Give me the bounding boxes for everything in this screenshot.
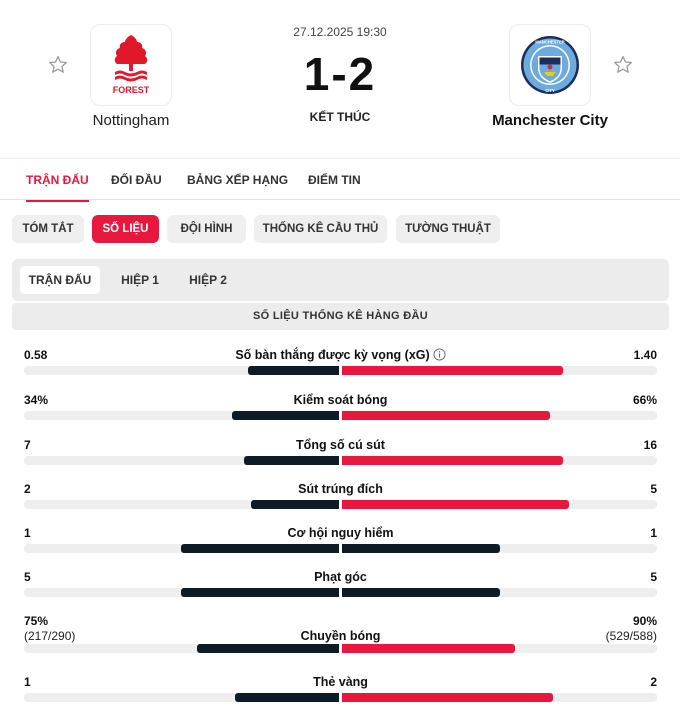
tab-player-stats[interactable]: THỐNG KÊ CẦU THỦ [254,215,387,243]
tab-head-to-head[interactable]: ĐỐI ĐẦU [111,173,162,187]
tab-standings[interactable]: BẢNG XẾP HẠNG [187,173,289,187]
stat-bar [24,544,657,553]
stat-bar [24,644,657,653]
stat-row [24,567,657,607]
stat-away-main: 66% [632,393,657,407]
stat-row [24,672,657,712]
stat-away-main: 16 [643,438,657,452]
stat-home-main: 7 [24,438,31,452]
tab-commentary[interactable]: TƯỜNG THUẬT [396,215,500,243]
stat-bar-away-fill [342,544,500,553]
stat-bar-home-fill [248,366,339,375]
stat-bar [24,366,657,375]
svg-text:FOREST: FOREST [112,85,150,95]
stat-away-value [644,438,657,453]
stat-bar [24,588,657,597]
stat-away-value [634,348,657,363]
stat-away-main: 2 [650,675,657,689]
stat-away-value [633,393,657,408]
stat-row [24,611,657,651]
man-city-crest-icon [519,34,581,96]
stat-label [24,629,657,643]
tab-news[interactable]: ĐIỂM TIN [308,173,361,187]
stat-bar-away-fill [342,644,515,653]
stat-row [24,390,657,430]
match-datetime: 27.12.2025 19:30 [293,25,387,39]
svg-text:CITY: CITY [545,88,555,93]
stat-label [24,393,657,407]
stat-home-main: 0.58 [24,348,48,362]
stat-home-main: 34% [24,393,49,407]
stat-label-text: Tổng số cú sút [296,438,385,452]
away-team-name[interactable]: Manchester City [492,112,608,129]
stat-bar-home-fill [235,693,339,702]
stat-label-text: Số bàn thắng được kỳ vọng (xG) [235,348,430,362]
period-tab-second-half[interactable]: HIỆP 2 [189,273,227,287]
tab-summary[interactable]: TÓM TẮT [12,215,84,243]
stat-label [24,570,657,584]
stat-row [24,435,657,475]
favorite-away-star-icon[interactable] [612,54,634,76]
stat-row [24,479,657,519]
stat-home-detail: (217/290) [24,629,76,643]
match-status: KẾT THÚC [309,110,371,124]
stat-label [24,675,657,689]
stat-bar [24,500,657,509]
stat-away-main: 1.40 [633,348,657,362]
stat-row [24,523,657,563]
stat-away-value [650,570,657,585]
home-team-logo[interactable] [90,24,172,106]
stat-label-text: Cơ hội nguy hiểm [287,526,394,540]
stat-bar-home-fill [197,644,339,653]
main-tabs [0,158,680,200]
stat-home-main: 2 [24,482,31,496]
stat-away-value [650,675,657,690]
match-header [0,0,680,158]
stat-label [24,348,657,362]
stat-label-text: Thẻ vàng [313,675,368,689]
stat-home-main: 75% [24,614,49,628]
period-tab-first-half[interactable]: HIỆP 1 [121,273,159,287]
stat-bar [24,693,657,702]
stat-bar-home-fill [232,411,339,420]
stat-bar-home-fill [244,456,339,465]
stat-bar-away-fill [342,366,563,375]
stat-bar-away-fill [342,500,569,509]
stat-bar-home-fill [181,588,339,597]
tab-lineups[interactable]: ĐỘI HÌNH [167,215,246,243]
stat-away-value [606,614,657,644]
stat-bar-away-fill [342,411,550,420]
stat-bar-away-fill [342,588,500,597]
stat-label-text: Phạt góc [314,570,367,584]
stat-away-main: 5 [650,570,657,584]
home-team-name[interactable]: Nottingham [92,112,170,129]
stat-home-main: 1 [24,526,31,540]
stat-bar [24,456,657,465]
stat-away-main: 5 [650,482,657,496]
stat-bar-home-fill [181,544,339,553]
stat-away-detail: (529/588) [605,629,657,643]
stat-label-text: Kiểm soát bóng [293,393,388,407]
stat-home-main: 1 [24,675,31,689]
stat-bar-home-fill [251,500,339,509]
stat-away-main: 90% [632,614,657,628]
favorite-home-star-icon[interactable] [47,54,69,76]
stat-label [24,438,657,452]
match-score: 1-2 [303,48,377,100]
stat-bar [24,411,657,420]
forest-crest-icon [109,33,153,97]
stat-away-main: 1 [650,526,657,540]
stat-label-text: Chuyền bóng [300,629,381,643]
stat-row [24,345,657,385]
info-icon[interactable] [433,348,446,361]
tab-match[interactable]: TRẬN ĐẤU [26,159,89,201]
tab-stats[interactable]: SỐ LIỆU [92,215,159,243]
period-tab-full-match[interactable]: TRẬN ĐẤU [20,266,100,294]
stat-away-value [650,482,657,497]
away-team-logo[interactable] [509,24,591,106]
period-selector [12,259,669,301]
svg-text:MANCHESTER: MANCHESTER [535,39,565,45]
stat-bar-away-fill [342,693,553,702]
section-title: SỐ LIỆU THỐNG KÊ HÀNG ĐẦU [12,303,669,330]
stat-label [24,526,657,540]
stat-label-text: Sút trúng đích [298,482,383,496]
stat-bar-away-fill [342,456,563,465]
stat-away-value [650,526,657,541]
stat-label [24,482,657,496]
stat-home-main: 5 [24,570,31,584]
